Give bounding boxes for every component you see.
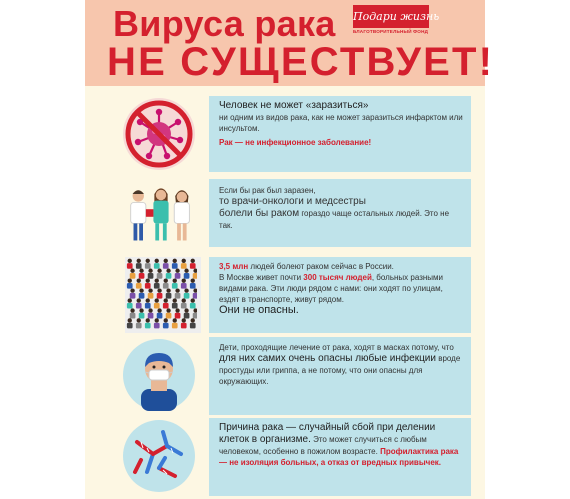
fact-3-stat1: 3,5 млн — [219, 262, 249, 271]
crowd-icon — [125, 257, 201, 333]
fact-panel-1 — [209, 96, 471, 172]
fact-4-emphasis: для них самих очень опасны любые инфекции — [219, 353, 436, 364]
fact-3-text3: , больных разными видами рака. Эти люди рядом с нами: они ходят по улицам, ездят в транспорте, живут рядом. — [219, 273, 443, 304]
fact-3-text2: В Москве живет почти — [219, 273, 302, 282]
fact-3-conclusion: Они не опасны. — [219, 304, 299, 316]
fact-1-lead: Человек не может «заразиться» — [219, 100, 369, 111]
fact-5-lead: Причина рака — случайный сбой при делении клеток в организме. — [219, 422, 436, 445]
chromosome-icon — [123, 420, 195, 492]
fact-2-part2: то врачи-онкологи и медсестры — [219, 196, 366, 207]
fact-4-text2: вроде простуды или гриппа, а не потому, что они опасны для окружающих. — [219, 354, 461, 386]
poster — [85, 0, 495, 499]
fact-2-part1: Если бы рак был заразен, — [219, 186, 316, 195]
title-line-1: Вируса рака — [113, 3, 336, 44]
fact-panel-2 — [209, 179, 471, 247]
fact-1-highlight: Рак — не инфекционное заболевание! — [219, 138, 372, 147]
fact-3-text1: людей болеют раком сейчас в России. — [250, 262, 394, 271]
fact-panel-5 — [209, 418, 471, 496]
child-mask-icon — [123, 339, 195, 411]
title-line-2: НЕ СУЩЕСТВУЕТ! — [107, 40, 495, 84]
fact-panel-4 — [209, 337, 471, 415]
fact-panel-3 — [209, 257, 471, 333]
crossed-virus-icon — [123, 98, 195, 170]
fact-5-highlight: Профилактика рака — не изоляция больных, а отказ от вредных привычек. — [219, 447, 459, 467]
fact-5-text: Это может случиться с любым человеком, особенно в пожилом возрасте. — [219, 435, 427, 456]
fact-4-text1: Дети, проходящие лечение от рака, ходят в масках потому, что — [219, 343, 454, 352]
header-banner — [85, 0, 495, 86]
foundation-logo: Подари жизнь — [353, 5, 429, 28]
fact-2-part3: болели бы раком — [219, 208, 300, 219]
medical-staff-icon — [125, 177, 201, 245]
fact-3-stat2: 300 тысяч людей — [303, 273, 372, 282]
fact-2-part4: гораздо чаще остальных людей. Это не так. — [219, 209, 450, 230]
fact-1-text: ни одним из видов рака, как не может заразиться инфарктом или инсультом. — [219, 113, 463, 133]
foundation-logo-subtitle: БЛАГОТВОРИТЕЛЬНЫЙ ФОНД — [353, 29, 429, 34]
